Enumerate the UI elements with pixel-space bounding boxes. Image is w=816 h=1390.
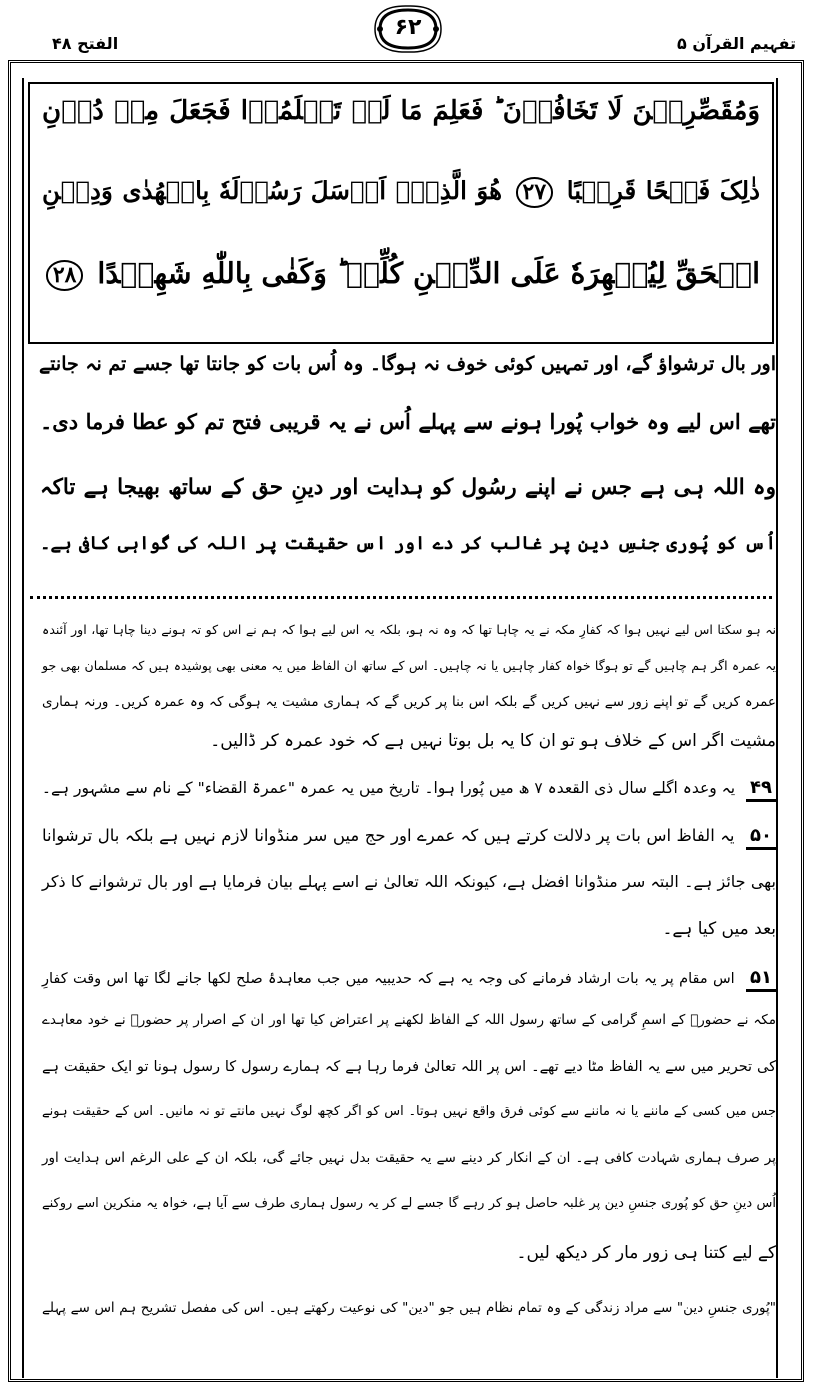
translation-line-3: وہ اللہ ہی ہے جس نے اپنے رسُول کو ہدایت اور دینِ حق کے ساتھ بھیجا ہے تاکہ <box>40 475 776 500</box>
section-divider <box>30 596 772 599</box>
translation-line-1: اور بال ترشواؤ گے، اور تمہیں کوئی خوف نہ ہوگا۔ وہ اُس بات کو جانتا تھا جسے تم نہ جانتے <box>39 353 776 375</box>
note-50: ۵۰ یہ الفاظ اس بات پر دلالت کرتے ہیں کہ عمرے اور حج میں سر منڈوانا لازم نہیں ہے بلکہ بال ترشوانا <box>42 824 776 850</box>
note-line: پر صرف ہماری شہادت کافی ہے۔ ان کے انکار کر دینے سے یہ حقیقت بدل نہیں جائے گی، بلکہ ان کے علی الرغم اس ہدایت اور <box>42 1150 776 1166</box>
note-line: کے لیے کتنا ہی زور مار کر دیکھ لیں۔ <box>516 1243 776 1263</box>
note-line: مشیت اگر اس کے خلاف ہو تو ان کا یہ بل بوتا نہیں ہے کہ خود عمرہ کر ڈالیں۔ <box>210 731 776 751</box>
ayah-text: هُوَ الَّذِیۡۤ اَرۡسَلَ رَسُوۡلَهٗ بِالۡهُدٰی وَدِیۡنِ <box>42 176 502 205</box>
ayah-number-marker: ۲۸ <box>46 260 84 290</box>
ayah-number-marker: ۲۷ <box>516 177 554 207</box>
note-line: نہ ہو سکتا اس لیے نہیں ہوا کہ کفارِ مکہ نے یہ چاہا تھا کہ وہ نہ ہو، بلکہ یہ اس لیے ہوا کہ ہم نے اس کو تہ ہونے دینا چاہا تھا، اور آئندہ <box>42 622 776 637</box>
ayah-line-3 <box>42 256 760 291</box>
ayah-line-1: وَمُقَصِّرِیۡنَ لَا تَخَافُوۡنَ ؕ فَعَلِمَ مَا لَمۡ تَعۡلَمُوۡا فَجَعَلَ مِنۡ دُوۡنِ <box>42 96 760 126</box>
ayah-box <box>28 82 774 344</box>
book-title: تفہیم القرآن ۵ <box>677 34 796 53</box>
translation-line-4: اُس کو پُوری جنسِ دین پر غالب کر دے اور اس حقیقت پر اللہ کی گواہی کافی ہے۔ <box>40 533 776 554</box>
ayah-line-2 <box>42 176 760 208</box>
surah-title: الفتح ۴۸ <box>52 34 119 53</box>
note-line: کی تحریر میں سے یہ الفاظ مٹا دیے تھے۔ اس پر اللہ تعالیٰ فرما رہا ہے کہ ہمارے رسول کا رسول ہونا تو ایک حقیقت ہے <box>42 1059 776 1075</box>
note-52: "پُوری جنسِ دین" سے مراد زندگی کے وہ تمام نظام ہیں جو "دین" کی نوعیت رکھتے ہیں۔ اس کی مفصل تشریح ہم اس سے پہلے <box>42 1300 776 1316</box>
note-line: عمرہ کریں گے تو اپنے زور سے نہیں کریں گے بلکہ اس بنا پر کریں گے کہ ہماری مشیت یہ ہوگی کہ وہ عمرہ کریں۔ ورنہ ہماری <box>42 694 776 710</box>
page-number: ۶۲ <box>394 15 422 40</box>
note-number: ۴۹ <box>746 776 776 802</box>
note-line: یہ عمرہ اگر ہم چاہیں گے تو ہوگا خواہ کفار چاہیں یا نہ چاہیں۔ اس کے ساتھ ان الفاظ میں یہ معنی بھی پوشیدہ ہیں کہ مسلمان بھی جو <box>42 658 776 673</box>
note-line: مکہ نے حضورؐ کے اسمِ گرامی کے ساتھ رسول اللہ کے الفاظ لکھنے پر اعتراض کیا تھا اور ان کے اصرار پر حضورؐ نے خود معاہدے <box>42 1012 776 1028</box>
translation-line-2: تھے اس لیے وہ خواب پُورا ہونے سے پہلے اُس نے یہ قریبی فتح تم کو عطا فرما دی۔ <box>40 409 776 434</box>
note-number: ۵۱ <box>746 966 776 992</box>
ayah-text: ذٰلِکَ فَتۡحًا قَرِیۡبًا <box>566 176 761 205</box>
note-line: اُس دینِ حق کو پُوری جنسِ دین پر غلبہ حاصل ہو کر رہے گا جسے لے کر یہ رسول ہماری طرف سے آیا ہے، خواہ یہ منکرین اسے روکنے <box>42 1196 776 1211</box>
note-51: ۵۱ اس مقام پر یہ بات ارشاد فرمانے کی وجہ یہ ہے کہ حدیبیہ میں جب معاہدۂ صلح لکھا جانے لگا تھا اس وقت کفارِ <box>42 966 776 992</box>
note-line: بھی جائز ہے۔ البتہ سر منڈوانا افضل ہے، کیونکہ اللہ تعالیٰ نے اسے پہلے بیان فرمایا ہے اور بال ترشوانے کا ذکر <box>42 872 776 891</box>
ayah-text: الۡحَقِّ لِیُظۡهِرَهٗ عَلَی الدِّیۡنِ کُلِّهٖ ؕ وَکَفٰی بِاللّٰهِ شَهِیۡدًا <box>97 256 760 290</box>
note-number: ۵۰ <box>746 824 776 850</box>
note-line: بعد میں کیا ہے۔ <box>662 919 776 939</box>
note-49: ۴۹ یہ وعدہ اگلے سال ذی القعدہ ۷ ھ میں پُورا ہوا۔ تاریخ میں یہ عمرہ "عمرۃ القضاء" کے نام سے مشہور ہے۔ <box>42 776 776 802</box>
page-number-badge <box>372 4 444 54</box>
note-line: جس میں کسی کے ماننے یا نہ ماننے سے کوئی فرق واقع نہیں ہوتا۔ اس کو اگر کچھ لوگ نہیں مانتے تو نہ مانیں۔ اس کے حقیقت ہونے <box>42 1104 776 1119</box>
